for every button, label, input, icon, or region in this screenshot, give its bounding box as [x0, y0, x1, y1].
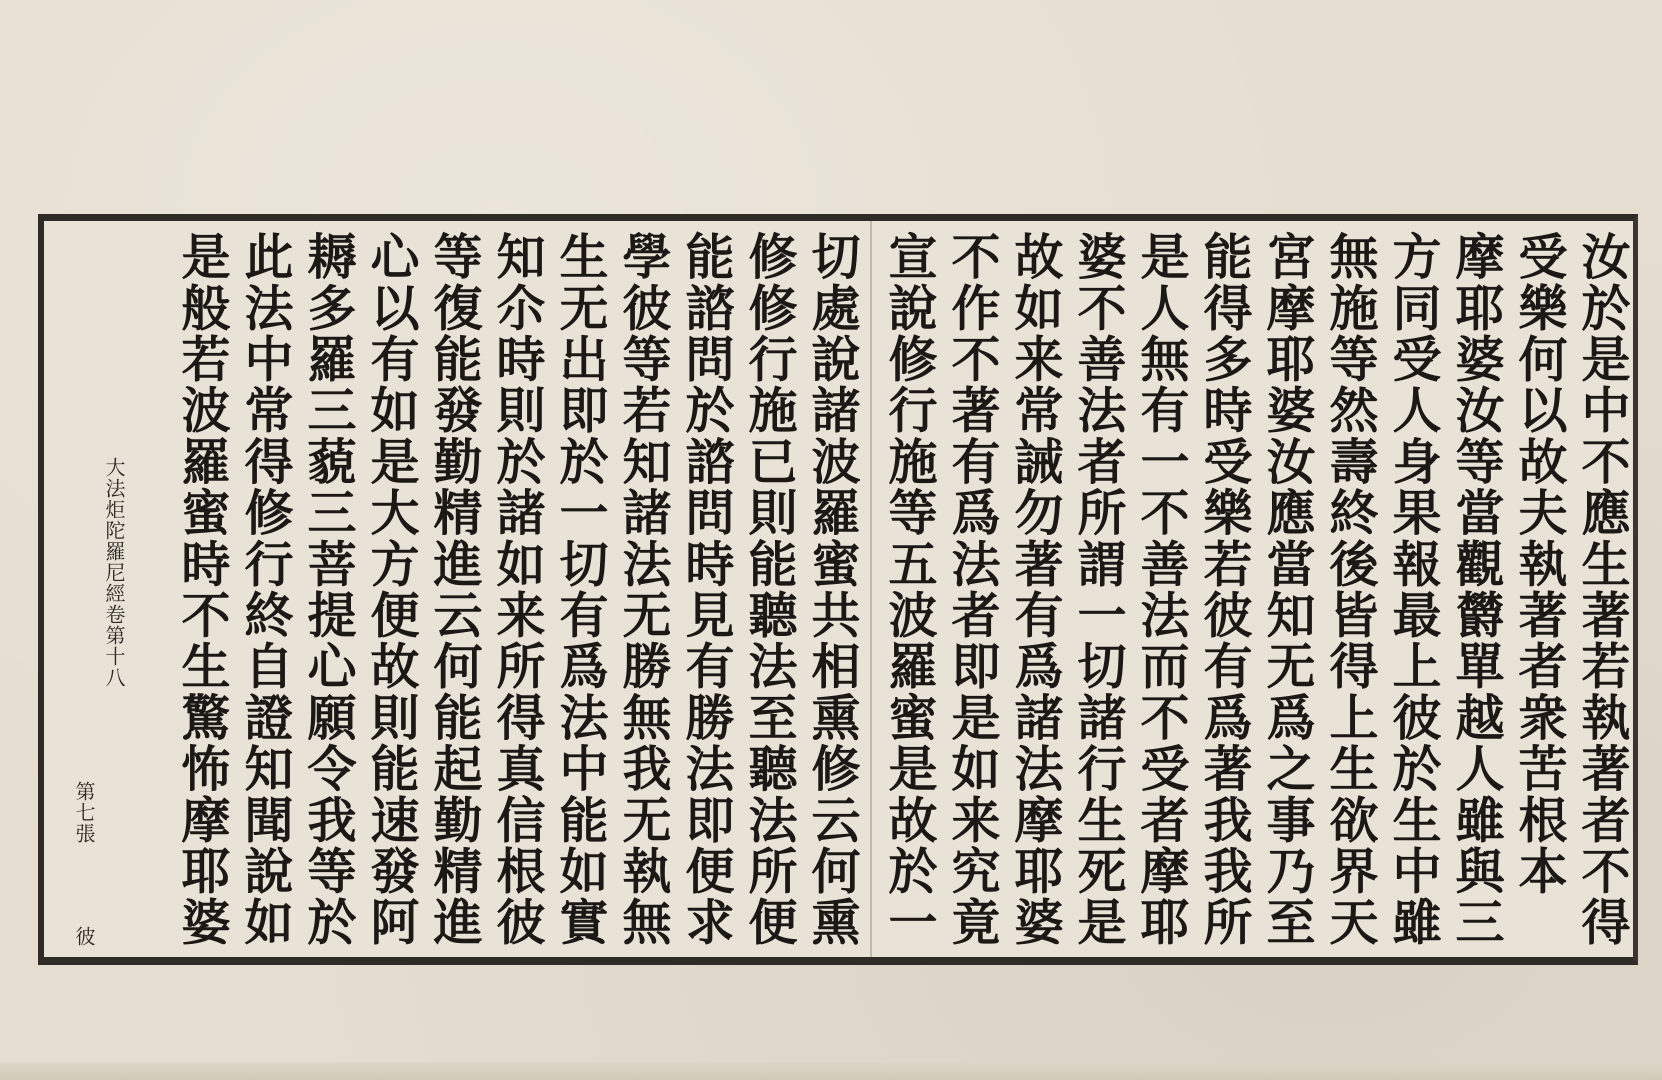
- text-column-18: 知尒時則於諸如来所得真信根彼: [489, 231, 547, 948]
- text-block-frame: [38, 214, 1638, 965]
- text-column-6: 宮摩耶婆汝應當知无爲之事乃至: [1259, 231, 1317, 948]
- text-column-2: 受樂何以故夫執著者衆苦根本: [1511, 231, 1569, 897]
- text-column-19: 等復能發勤精進云何能起勤精進: [426, 231, 484, 948]
- board-seam: [870, 221, 872, 957]
- margin-title: 大法炬陀羅尼經卷第十八: [102, 457, 126, 688]
- text-column-20: 心以有如是大方便故則能速發阿: [363, 231, 421, 948]
- text-column-13: 切處說諸波羅蜜共相熏修云何熏: [804, 231, 862, 948]
- text-column-11: 不作不著有爲法者即是如来究竟: [944, 231, 1002, 948]
- text-column-8: 是人無有一不善法而不受者摩耶: [1133, 231, 1191, 948]
- text-column-21: 耨多羅三藐三菩提心願令我等於: [300, 231, 358, 948]
- page-fold: [0, 1062, 1662, 1080]
- text-column-12: 宣說修行施等五波羅蜜是故於一: [881, 231, 939, 948]
- margin-mark: 彼: [72, 926, 96, 947]
- text-column-4: 方同受人身果報最上彼於生中雖: [1385, 231, 1443, 948]
- text-column-9: 婆不善法者所謂一切諸行生死是: [1070, 231, 1128, 948]
- text-column-14: 修修行施已則能聽法至聽法所便: [741, 231, 799, 948]
- text-column-1: 汝於是中不應生著若執著者不得: [1574, 231, 1632, 948]
- text-column-5: 無施等然壽終後皆得上生欲界天: [1322, 231, 1380, 948]
- text-column-17: 生无出即於一切有爲法中能如實: [552, 231, 610, 948]
- text-column-16: 學彼等若知諸法无勝無我无執無: [615, 231, 673, 948]
- text-column-3: 摩耶婆汝等當觀欝單越人雖與三: [1448, 231, 1506, 948]
- text-column-10: 故如来常誡勿著有爲諸法摩耶婆: [1007, 231, 1065, 948]
- text-column-7: 能得多時受樂若彼有爲著我我所: [1196, 231, 1254, 948]
- text-column-15: 能諮問於諮問時見有勝法即便求: [678, 231, 736, 948]
- text-column-22: 此法中常得修行終自證知聞說如: [237, 231, 295, 948]
- margin-page-number: 第七張: [72, 781, 96, 844]
- text-column-23: 是般若波羅蜜時不生驚怖摩耶婆: [174, 231, 232, 948]
